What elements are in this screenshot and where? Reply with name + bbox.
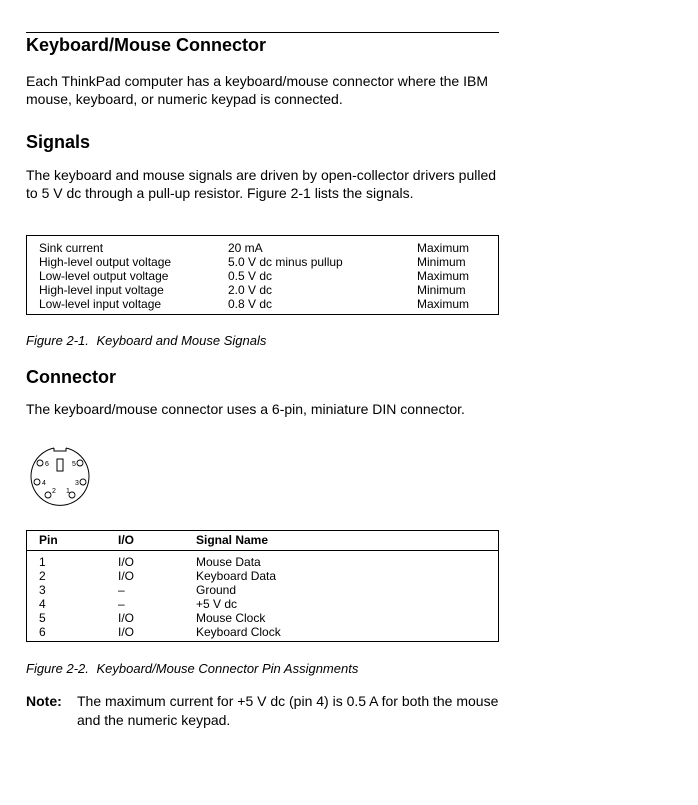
signal-name: High-level input voltage bbox=[39, 283, 164, 297]
col-header-signal: Signal Name bbox=[196, 533, 269, 547]
signals-row bbox=[27, 297, 498, 311]
pin-assignment-table bbox=[26, 530, 499, 642]
pin-table-row bbox=[27, 611, 498, 625]
pin-signal: Ground bbox=[196, 583, 237, 597]
signals-row bbox=[27, 283, 498, 297]
pin-io: I/O bbox=[118, 569, 135, 583]
pin-4-hole bbox=[34, 479, 40, 485]
pin-number: 1 bbox=[39, 555, 46, 569]
signal-name: Low-level output voltage bbox=[39, 269, 169, 283]
signal-name: High-level output voltage bbox=[39, 255, 172, 269]
signal-value: 2.0 V dc bbox=[228, 283, 273, 297]
pin-io: I/O bbox=[118, 625, 135, 639]
signal-limit: Maximum bbox=[417, 241, 470, 255]
pin-number: 3 bbox=[39, 583, 46, 597]
pin-signal: +5 V dc bbox=[196, 597, 238, 611]
signal-name: Sink current bbox=[39, 241, 104, 255]
signal-value: 20 mA bbox=[228, 241, 263, 255]
pin-number: 5 bbox=[39, 611, 46, 625]
signals-table bbox=[26, 235, 499, 315]
signals-row bbox=[27, 255, 498, 269]
pin-table-row bbox=[27, 569, 498, 583]
signal-limit: Minimum bbox=[417, 283, 466, 297]
pin-number: 4 bbox=[39, 597, 46, 611]
signals-row bbox=[27, 241, 498, 255]
pin-table-header bbox=[27, 531, 498, 551]
caption-number: Figure 2-2. bbox=[26, 661, 89, 676]
caption-text: Keyboard/Mouse Connector Pin Assignments bbox=[96, 661, 359, 676]
pin-number: 6 bbox=[39, 625, 46, 639]
pin-2-hole bbox=[45, 492, 51, 498]
pin-3-hole bbox=[80, 479, 86, 485]
connector-heading: Connector bbox=[26, 367, 116, 387]
pin-table-row bbox=[27, 583, 498, 597]
pin-1-label: 1 bbox=[66, 488, 70, 495]
pin-io: – bbox=[118, 583, 125, 597]
signal-limit: Maximum bbox=[417, 269, 470, 283]
figure-caption-2-1 bbox=[26, 333, 266, 349]
col-header-io: I/O bbox=[118, 533, 135, 547]
pin-number: 2 bbox=[39, 569, 46, 583]
signals-paragraph: The keyboard and mouse signals are driven by open-collector drivers pulled to 5 V dc through a pull-up resistor. Figure 2-1 lists the signals. bbox=[26, 167, 497, 201]
pin-4-label: 4 bbox=[42, 480, 46, 487]
note-text: The maximum current for +5 V dc (pin 4) is 0.5 A for both the mouse and the numeric keypad. bbox=[77, 693, 499, 728]
signal-value: 5.0 V dc minus pullup bbox=[228, 255, 343, 269]
page-heading: Keyboard/Mouse Connector bbox=[26, 35, 267, 55]
pin-table-row bbox=[27, 625, 498, 639]
pin-signal: Keyboard Clock bbox=[196, 625, 281, 639]
pin-3-label: 3 bbox=[75, 480, 79, 487]
pin-signal: Mouse Data bbox=[196, 555, 261, 569]
pin-io: – bbox=[118, 597, 125, 611]
connector-paragraph: The keyboard/mouse connector uses a 6-pin, miniature DIN connector. bbox=[26, 401, 465, 417]
signal-value: 0.5 V dc bbox=[228, 269, 273, 283]
signals-row bbox=[27, 269, 498, 283]
signal-limit: Maximum bbox=[417, 297, 470, 311]
din-key-slot bbox=[57, 459, 63, 471]
pin-5-hole bbox=[77, 460, 83, 466]
signal-value: 0.8 V dc bbox=[228, 297, 273, 311]
pin-6-hole bbox=[37, 460, 43, 466]
signal-limit: Minimum bbox=[417, 255, 466, 269]
signal-name: Low-level input voltage bbox=[39, 297, 162, 311]
pin-table-row bbox=[27, 555, 498, 569]
pin-io: I/O bbox=[118, 611, 135, 625]
din-connector-diagram bbox=[28, 445, 92, 507]
note-label: Note: bbox=[26, 693, 62, 709]
pin-5-label: 5 bbox=[72, 461, 76, 468]
caption-text: Keyboard and Mouse Signals bbox=[96, 333, 267, 348]
pin-signal: Keyboard Data bbox=[196, 569, 277, 583]
figure-caption-2-2 bbox=[26, 661, 358, 677]
intro-paragraph: Each ThinkPad computer has a keyboard/mouse connector where the IBM mouse, keyboard, or numeric keypad is connected. bbox=[26, 73, 488, 107]
pin-6-label: 6 bbox=[45, 461, 49, 468]
pin-2-label: 2 bbox=[52, 488, 56, 495]
caption-number: Figure 2-1. bbox=[26, 333, 89, 348]
pin-signal: Mouse Clock bbox=[196, 611, 266, 625]
pin-io: I/O bbox=[118, 555, 135, 569]
top-rule bbox=[26, 32, 499, 33]
pin-table-row bbox=[27, 597, 498, 611]
col-header-pin: Pin bbox=[39, 533, 58, 547]
signals-heading: Signals bbox=[26, 132, 91, 152]
